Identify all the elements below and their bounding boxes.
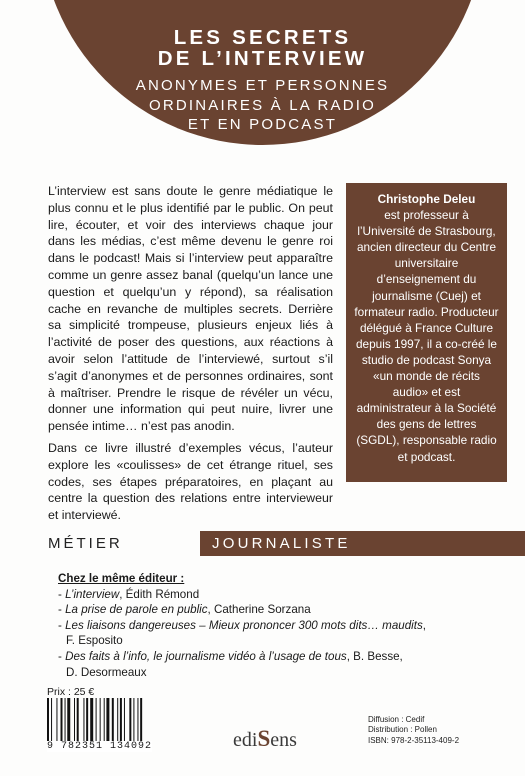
barcode-digits: 9 782351 134092: [47, 741, 153, 752]
list-item: - Les liaisons dangereuses – Mieux prononcer 300 mots dits… maudits,: [58, 618, 426, 632]
subtitle: [0, 76, 525, 135]
book-author: , B. Besse,: [346, 649, 403, 663]
author-name: Christophe Deleu: [377, 192, 476, 206]
same-editor-list: [58, 571, 426, 680]
book-title: Des faits à l’info, le journalisme vidéo à l’usage de tous: [65, 649, 347, 663]
blurb: [48, 183, 333, 529]
book-author: D. Desormeaux: [66, 665, 147, 679]
book-title: L’interview: [65, 587, 120, 601]
blurb-paragraph-1: L’interview est sans doute le genre médiatique le plus connu et le plus identifié par le public. On peut lire, écouter, et voir des interviews chaque jour dans les médias, c’est même devenu le genre roi dans le podcast! Mais si l’interview peut apparaître comme un genre assez banal (quelqu’un lance une question et quelqu’un y répond), sa réalisation cache en revanche de multiples secrets. Derrière sa simplicité trompeuse, plusieurs enjeux liés à l’activité de poser des questions, aux réactions à avoir selon l’attitude de l’interviewé, surtout s’il s’agit d’anonymes et de personnes ordinaires, sont à maîtriser. Prendre le risque de révéler un vécu, donner une information qui peut nuire, livrer une pensée intime… n’est pas anodin.: [48, 184, 333, 434]
collection-label: MÉTIER: [48, 535, 123, 552]
publisher-logo: [233, 726, 297, 752]
book-author: F. Esposito: [66, 634, 123, 648]
logo-part: edi: [233, 729, 258, 751]
book-author: , Catherine Sorzana: [207, 603, 311, 617]
book-author: ,: [422, 618, 426, 632]
author-bio: est professeur à l’Université de Strasbourg, ancien directeur du Centre universitaire d’enseignement du journalisme (Cuej) et formateur radio. Producteur délégué à France Culture depuis 1997, il a co-créé le studio de podcast Sonya «un monde de récits audio» et est administrateur à la Société des gens de lettres (SGDL), responsable radio et podcast.: [354, 208, 499, 464]
isbn: ISBN: 978-2-35113-409-2: [368, 735, 460, 745]
subtitle-line-1: ANONYMES ET PERSONNES: [135, 77, 390, 94]
list-item: - L’interview, Édith Rémond: [58, 587, 200, 601]
subtitle-line-3: ET EN PODCAST: [187, 116, 338, 133]
collection-banner: JOURNALISTE: [200, 531, 525, 556]
distributor: Distribution : Pollen: [368, 725, 437, 735]
same-editor-heading: Chez le même éditeur :: [58, 572, 185, 585]
logo-part: S: [257, 726, 271, 751]
author-box: [346, 183, 507, 482]
list-item: - La prise de parole en public, Catherine Sorzana: [58, 603, 311, 617]
book-title: La prise de parole en public: [65, 603, 208, 617]
price: Prix : 25 €: [47, 686, 95, 698]
blurb-paragraph-2: Dans ce livre illustré d’exemples vécus, l’auteur explore les «coulisses» de cet étrange rituel, ses codes, ses étapes préparatoires, en plaçant au centre la question des relations entre intervieweur et interviewé.: [48, 440, 333, 523]
logo-part: ens: [270, 729, 297, 751]
book-author: , Édith Rémond: [119, 587, 200, 601]
diffusion: Diffusion : Cedif: [368, 715, 425, 724]
subtitle-line-2: ORDINAIRES À LA RADIO: [148, 96, 377, 114]
title-line-1: LES SECRETS: [173, 26, 352, 49]
distribution-info: [368, 715, 459, 746]
book-title: Les liaisons dangereuses – Mieux prononcer 300 mots dits… maudits: [65, 618, 423, 632]
list-item: - Des faits à l’info, le journalisme vidéo à l’usage de tous, B. Besse,: [58, 649, 403, 663]
title-line-2: DE L’INTERVIEW: [157, 47, 368, 70]
